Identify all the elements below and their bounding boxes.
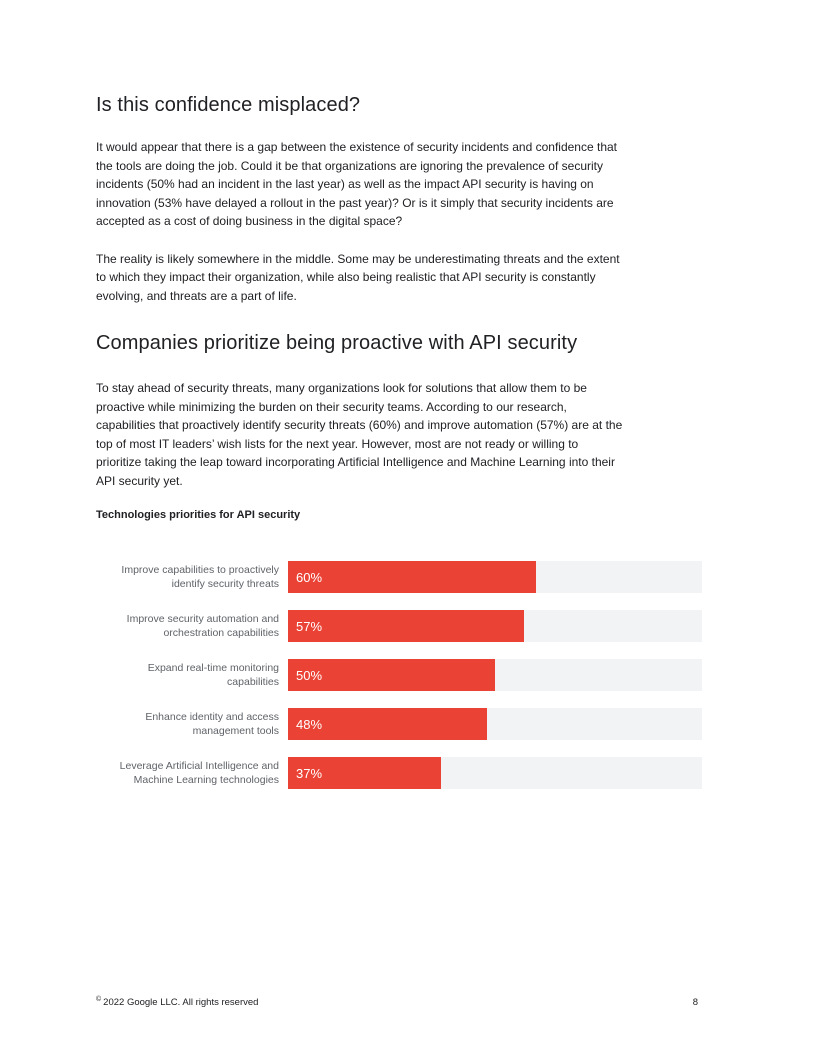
bar-track [288,659,702,691]
bar [288,659,495,691]
bar-track [288,561,702,593]
copyright-notice [96,996,258,1008]
copyright-text: 2022 Google LLC. All rights reserved [103,997,259,1008]
bar-value-label: 60% [296,569,323,585]
bar [288,561,536,593]
section-heading-confidence: Is this confidence misplaced? [96,94,361,116]
chart-row [96,708,702,740]
bar-value-label: 48% [296,716,323,732]
section-heading-proactive: Companies prioritize being proactive with API security [96,332,578,354]
bar-category-label: Leverage Artificial Intelligence and Machine Learning technologies [119,760,279,786]
chart-row [96,659,702,691]
copyright-symbol: © [96,995,102,1003]
chart-row [96,561,702,593]
bar-track [288,757,702,789]
page-footer [96,996,698,1008]
bar-value-label: 50% [296,667,323,683]
bar-value-label: 37% [296,765,323,781]
bar-chart [96,509,702,789]
paragraph: The reality is likely somewhere in the middle. Some may be underestimating threats and the extent to which they impact their organization, while also being realistic that API security is constantly evolving, and threats are a part of life. [96,251,620,303]
bar [288,757,441,789]
page-number: 8 [692,997,698,1008]
bar-track [288,610,702,642]
bar-category-label: Improve security automation and orchestration capabilities [126,613,279,639]
paragraph: To stay ahead of security threats, many organizations look for solutions that allow them to be proactive while minimizing the burden on their security teams. According to our research, capabilities that proactively identify security threats (60%) and improve automation (57%) are at the top of most IT leaders’ wish lists for the next year. However, most are not ready or willing to prioritize taking the leap toward incorporating Artificial Intelligence and Machine Learning into their API security yet. [96,381,623,488]
bar [288,708,487,740]
paragraph: It would appear that there is a gap between the existence of security incidents and confidence that the tools are doing the job. Could it be that organizations are ignoring the prevalence of security incidents (50% had an incident in the last year) as well as the impact API security is having on innovation (53% have delayed a rollout in the past year)? Or is it simply that security incidents are accepted as a cost of doing business in the digital space? [96,140,617,228]
chart-row [96,610,702,642]
bar-category-label: Expand real-time monitoring capabilities [147,662,279,688]
chart-row [96,757,702,789]
bar [288,610,524,642]
bar-value-label: 57% [296,618,323,634]
bar-category-label: Improve capabilities to proactively identify security threats [121,564,279,590]
bar-category-label: Enhance identity and access management tools [145,711,279,737]
chart-title: Technologies priorities for API security [96,509,301,521]
bar-track [288,708,702,740]
